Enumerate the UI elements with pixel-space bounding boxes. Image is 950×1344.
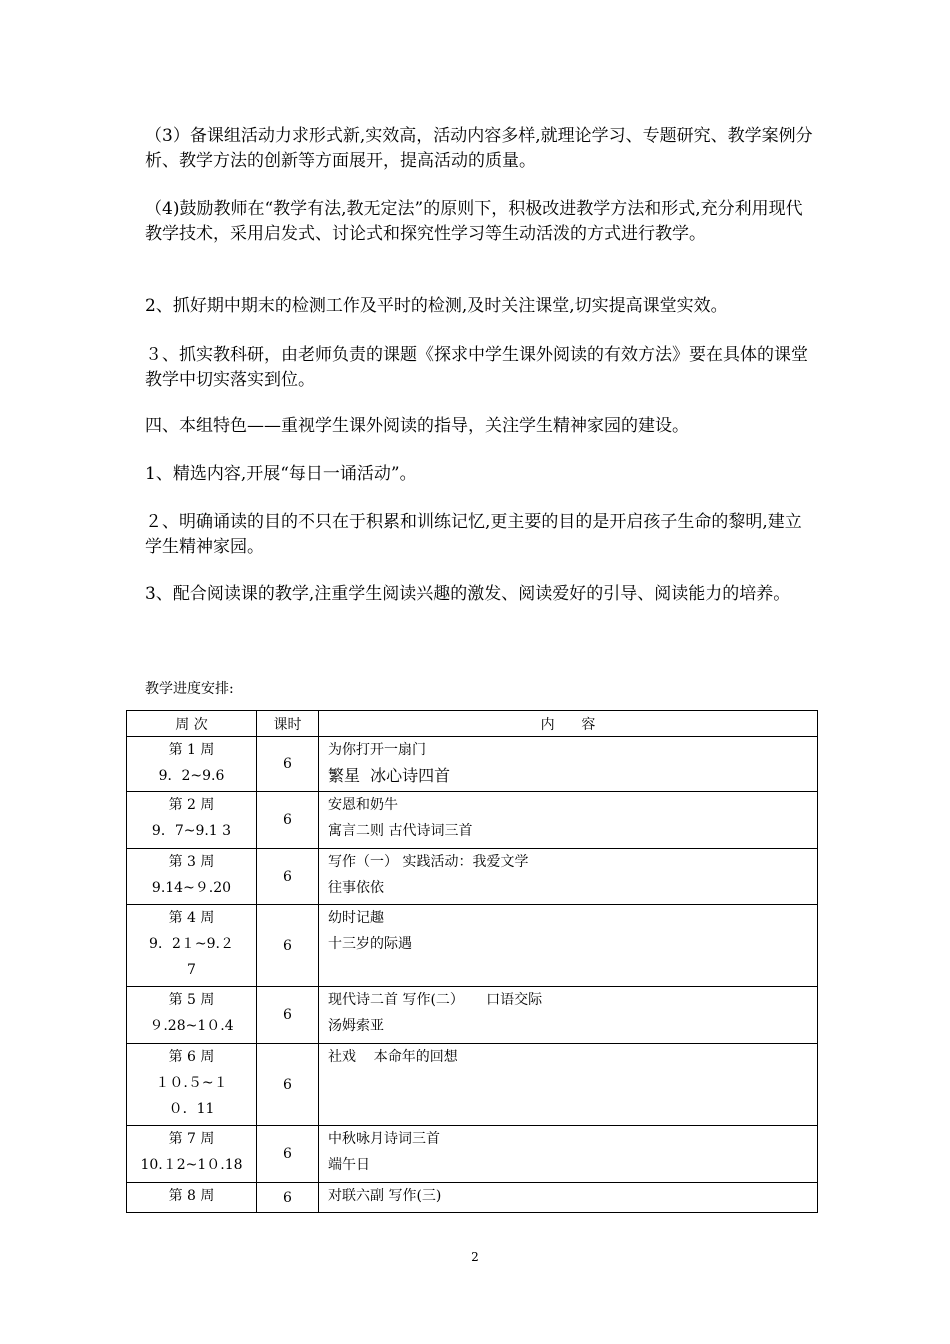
schedule-table (126, 710, 818, 1213)
week-cell (127, 1183, 257, 1213)
content-line: 现代诗二首 写作(二） 口语交际 (328, 992, 543, 1008)
content-cell (319, 905, 818, 987)
table-row (127, 1183, 818, 1213)
week-label: 第 2 周 (168, 797, 215, 813)
hours-cell: 6 (257, 737, 319, 792)
paragraph-4: ３、抓实教科研，由老师负责的课题《探求中学生课外阅读的有效方法》要在具体的课堂教学中切实落实到位。 (145, 345, 808, 390)
week-dates: 9．2１~9.２ 7 (149, 936, 234, 978)
content-line: 寓言二则 古代诗词三首 (328, 823, 473, 839)
content-cell (319, 737, 818, 792)
content-line: 十三岁的际遇 (328, 936, 412, 952)
week-cell (127, 792, 257, 849)
content-line: 幼时记趣 (328, 910, 384, 926)
content-line: 端午日 (328, 1157, 370, 1173)
content-cell (319, 1183, 818, 1213)
schedule-caption: 教学进度安排: (145, 681, 234, 697)
paragraph-3: 2、抓好期中期末的检测工作及平时的检测,及时关注课堂,切实提高课堂实效。 (145, 296, 728, 316)
hours-cell: 6 (257, 792, 319, 849)
content-cell (319, 1044, 818, 1126)
header-week: 周 次 (127, 711, 257, 737)
week-label: 第 6 周 (168, 1049, 215, 1065)
table-row (127, 905, 818, 987)
table-row (127, 737, 818, 792)
schedule-header-row (127, 711, 818, 737)
table-row (127, 849, 818, 905)
week-dates: １０.５~１ ０．11 (155, 1075, 228, 1117)
week-cell (127, 905, 257, 987)
hours-cell: 6 (257, 1044, 319, 1126)
week-label: 第 4 周 (168, 910, 215, 926)
week-dates: 9．2~9.6 (158, 768, 225, 784)
week-cell (127, 849, 257, 905)
paragraph-7: 3、配合阅读课的教学,注重学生阅读兴趣的激发、阅读爱好的引导、阅读能力的培养。 (145, 584, 791, 604)
paragraph-2: （4)鼓励教师在“教学有法,教无定法”的原则下，积极改进教学方法和形式,充分利用现代教学技术，采用启发式、讨论式和探究性学习等生动活泼的方式进行教学。 (145, 199, 803, 244)
header-content: 内 容 (319, 711, 818, 737)
table-row (127, 792, 818, 849)
week-label: 第 7 周 (168, 1131, 215, 1147)
header-hours: 课时 (257, 711, 319, 737)
week-label: 第 3 周 (168, 854, 215, 870)
week-cell (127, 1126, 257, 1183)
content-line: 往事依依 (328, 880, 384, 896)
paragraph-6: ２、明确诵读的目的不只在于积累和训练记忆,更主要的目的是开启孩子生命的黎明,建立学生精神家园。 (145, 512, 802, 557)
week-cell (127, 987, 257, 1044)
week-dates: ９.28~1０.4 (149, 1018, 234, 1034)
content-cell (319, 849, 818, 905)
content-line: 为你打开一扇门 (328, 742, 426, 758)
content-cell (319, 792, 818, 849)
hours-cell: 6 (257, 1183, 319, 1213)
paragraph-1: （3）备课组活动力求形式新,实效高，活动内容多样,就理论学习、专题研究、教学案例分析、教学方法的创新等方面展开，提高活动的质量。 (145, 126, 813, 171)
week-cell (127, 737, 257, 792)
content-line: 汤姆索亚 (328, 1018, 384, 1034)
page-number: 2 (471, 1250, 479, 1264)
content-line: 繁星 冰心诗四首 (328, 766, 451, 785)
week-dates: 10.１2~1０.18 (140, 1157, 243, 1173)
week-dates: 9.14~９.20 (151, 880, 232, 896)
week-label: 第 5 周 (168, 992, 215, 1008)
content-line: 社戏 本命年的回想 (328, 1049, 458, 1065)
content-line: 中秋咏月诗词三首 (328, 1131, 440, 1147)
week-dates: 9．7~9.1 3 (151, 823, 232, 839)
table-row (127, 1044, 818, 1126)
table-row (127, 1126, 818, 1183)
content-cell (319, 1126, 818, 1183)
content-cell (319, 987, 818, 1044)
hours-cell: 6 (257, 905, 319, 987)
content-line: 写作（一） 实践活动：我爱文学 (328, 854, 529, 870)
week-label: 第 8 周 (168, 1188, 215, 1204)
paragraph-5: 1、精选内容,开展“每日一诵活动”。 (145, 464, 417, 484)
hours-cell: 6 (257, 849, 319, 905)
hours-cell: 6 (257, 1126, 319, 1183)
week-cell (127, 1044, 257, 1126)
section-heading: 四、本组特色——重视学生课外阅读的指导，关注学生精神家园的建设。 (145, 416, 689, 436)
week-label: 第 1 周 (168, 742, 215, 758)
content-line: 对联六副 写作(三) (328, 1188, 442, 1204)
content-line: 安恩和奶牛 (328, 797, 398, 813)
table-row (127, 987, 818, 1044)
hours-cell: 6 (257, 987, 319, 1044)
